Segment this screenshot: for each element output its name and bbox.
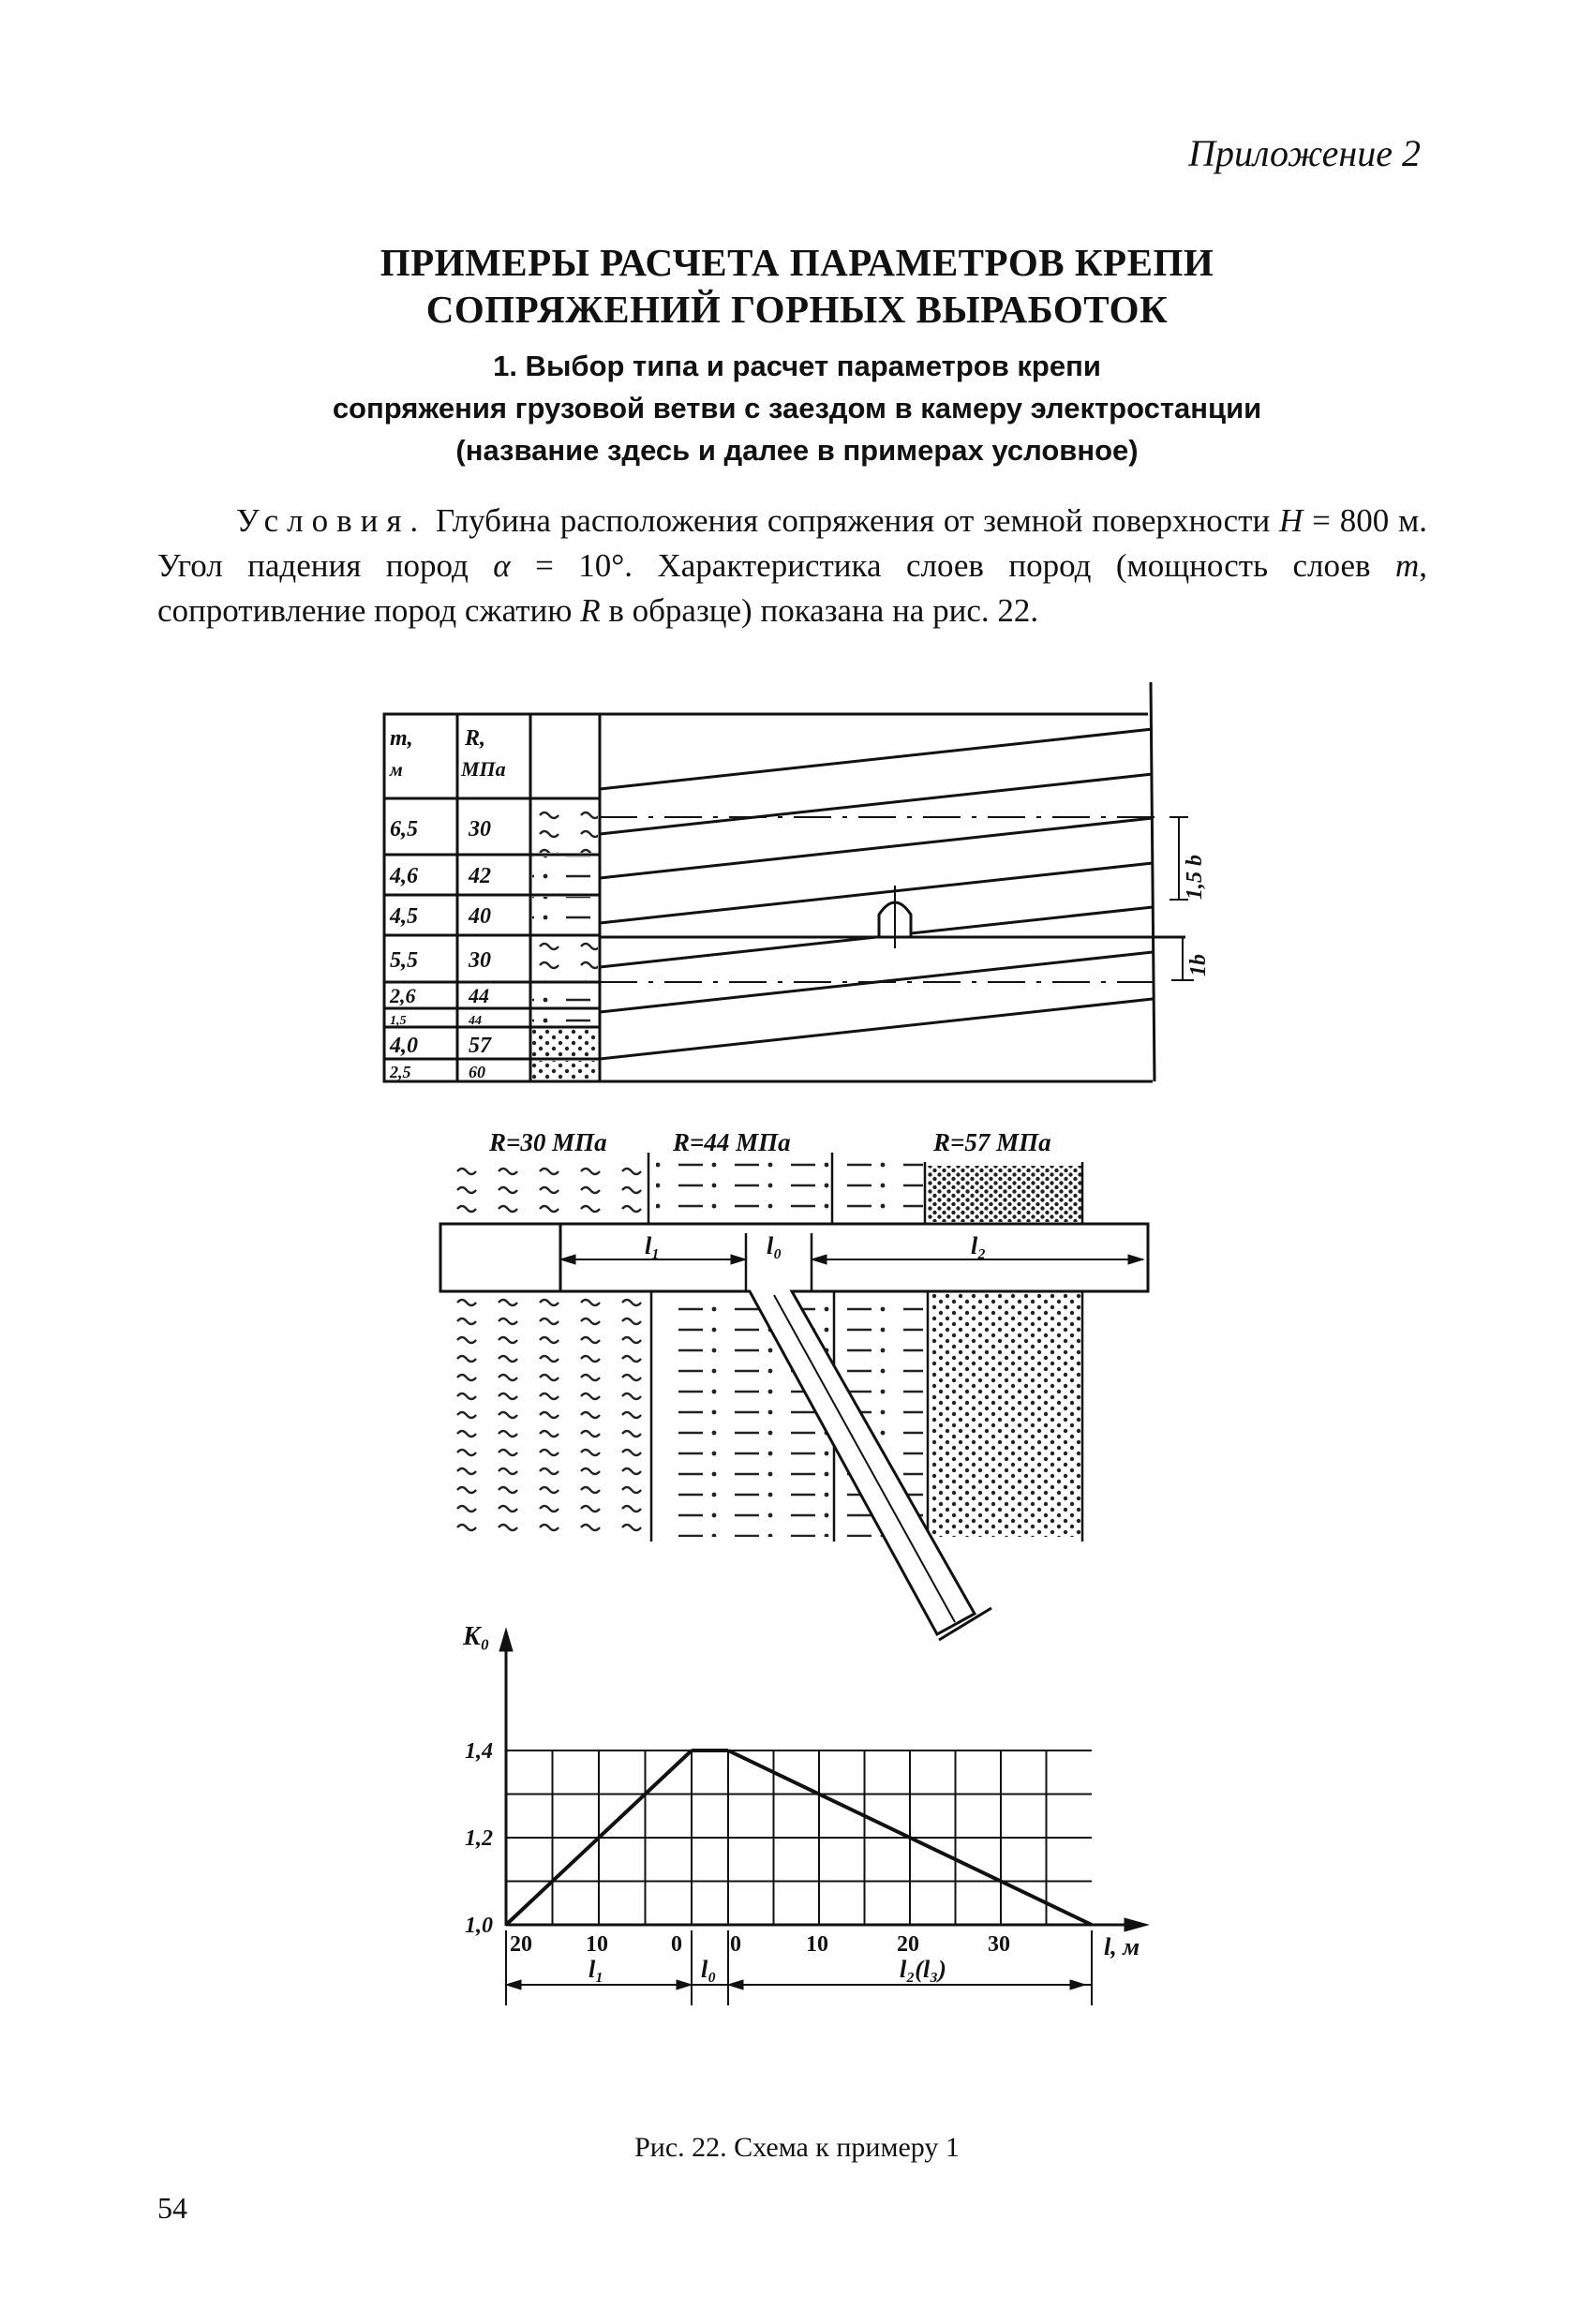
x-tick-labels <box>510 1932 1010 1957</box>
conditions-label: Условия. <box>236 502 427 539</box>
title-line-2: СОПРЯЖЕНИЙ ГОРНЫХ ВЫРАБОТОК <box>425 288 1169 331</box>
row-m: 6,5 <box>390 817 418 842</box>
conditions-text-3: = 10°. Характеристика слоев пород (мощность слоев <box>510 547 1395 584</box>
figure-caption: Рис. 22. Схема к примеру 1 <box>634 2132 960 2163</box>
row-r: 30 <box>469 817 491 842</box>
dim-label-lower: 1b <box>1186 954 1211 976</box>
strata-boundary <box>600 774 1153 834</box>
hatch-dashdot <box>532 984 598 1007</box>
hatch-dashdot <box>532 857 598 894</box>
hatch-dashdot-top-2 <box>839 1162 923 1222</box>
row-m: 4,5 <box>390 904 418 929</box>
chart-grid <box>506 1750 1092 1925</box>
subtitle-line-2: сопряжения грузовой ветви с заездом в камеру электростанции <box>332 392 1262 425</box>
segment-label-l2: l₂(l₃) <box>900 1956 946 1983</box>
label-r44: R=44 МПа <box>673 1128 791 1156</box>
label-r57: R=57 МПа <box>933 1128 1051 1156</box>
label-l1: l₁ <box>645 1232 661 1259</box>
row-r: 57 <box>469 1034 491 1058</box>
row-r: 30 <box>469 948 491 973</box>
x-tick-label: 0 <box>730 1932 741 1957</box>
chart-labels <box>462 1622 1140 1983</box>
x-tick-label: 10 <box>806 1932 828 1957</box>
row-m: 1,5 <box>390 1014 407 1028</box>
arrow-head <box>1070 1980 1085 1989</box>
hatch-dots <box>532 1029 598 1058</box>
y-tick-label: 1,4 <box>465 1739 493 1764</box>
arrow-head <box>728 1980 743 1989</box>
row-m: 4,6 <box>390 864 418 888</box>
hatch-dots <box>532 1061 598 1080</box>
arrow-head <box>677 1980 692 1989</box>
row-m: 2,6 <box>390 984 416 1007</box>
segment-label-l1: l₁ <box>588 1956 604 1983</box>
row-m: 5,5 <box>390 948 418 973</box>
hatch-dashdot <box>532 1010 598 1026</box>
conditions-text-4: , сопротивление пород сжатию <box>157 547 1427 629</box>
label-l0: l₀ <box>767 1232 782 1259</box>
y-tick-label: 1,2 <box>465 1826 493 1851</box>
hatch-dots-top <box>928 1166 1082 1222</box>
row-r: 44 <box>469 984 489 1007</box>
y-axis-label: K₀ <box>463 1622 490 1651</box>
title-line-1: ПРИМЕРЫ РАСЧЕТА ПАРАМЕТРОВ КРЕПИ <box>380 241 1214 284</box>
header-m-unit: м <box>390 760 403 781</box>
y-axis-arrow <box>499 1629 513 1651</box>
segment-label-l0: l₀ <box>701 1956 717 1983</box>
row-r: 44 <box>469 1014 482 1028</box>
var-m: m <box>1394 547 1420 584</box>
strata-boundary <box>600 729 1153 789</box>
junction-plan <box>440 1153 1148 1640</box>
hatch-dashdot-top <box>656 1162 829 1222</box>
var-alpha: α <box>493 547 511 584</box>
var-h: H <box>1279 502 1304 539</box>
strata-section <box>384 682 1194 1081</box>
var-r: R <box>580 592 601 629</box>
hatch-dots-bottom <box>932 1293 1082 1537</box>
row-r: 40 <box>469 904 491 929</box>
x-axis-label: l, м <box>1104 1933 1140 1960</box>
header-r-unit: МПа <box>461 757 506 781</box>
x-tick-label: 30 <box>988 1932 1010 1957</box>
hatch-wave <box>532 802 598 853</box>
conditions-text-1: Глубина расположения сопряжения от земной поверхности <box>426 502 1280 539</box>
header-r: R, <box>465 726 486 751</box>
dim-label-upper: 1,5 b <box>1183 855 1207 900</box>
label-r30: R=30 МПа <box>489 1128 607 1156</box>
x-axis-arrow <box>1125 1918 1148 1931</box>
strata-boundary <box>600 999 1153 1059</box>
subtitle-line-3: (название здесь и далее в примерах условное) <box>455 434 1139 467</box>
conditions-text-2: = 800 м. Угол падения пород <box>157 502 1427 584</box>
subtitle-line-1: 1. Выбор типа и расчет параметров крепи <box>493 350 1101 382</box>
hatch-dashdot <box>532 897 598 934</box>
y-tick-label: 1,0 <box>465 1914 493 1938</box>
row-r: 60 <box>469 1063 485 1081</box>
x-tick-label: 10 <box>586 1932 608 1957</box>
strata-boundary <box>600 863 1153 923</box>
section-right-edge <box>1151 682 1155 1081</box>
hatch-wave-bottom <box>440 1293 651 1537</box>
strata-boundary <box>600 818 1153 878</box>
x-tick-label: 20 <box>897 1932 919 1957</box>
hatch-wave <box>532 937 598 980</box>
page-number: 54 <box>157 2191 187 2225</box>
hatch-wave-top <box>440 1162 651 1222</box>
x-tick-label: 0 <box>671 1932 682 1957</box>
row-r: 42 <box>469 864 491 888</box>
x-tick-label: 20 <box>510 1932 532 1957</box>
row-m: 2,5 <box>390 1063 411 1081</box>
header-m: m, <box>390 726 413 751</box>
conditions-text-5: в образце) показана на рис. 22. <box>600 592 1039 629</box>
label-l2: l₂ <box>971 1232 987 1259</box>
y-tick-labels <box>465 1739 493 1938</box>
row-m: 4,0 <box>390 1034 418 1058</box>
arrow-head <box>506 1980 521 1989</box>
appendix-label: Приложение 2 <box>1188 132 1421 174</box>
